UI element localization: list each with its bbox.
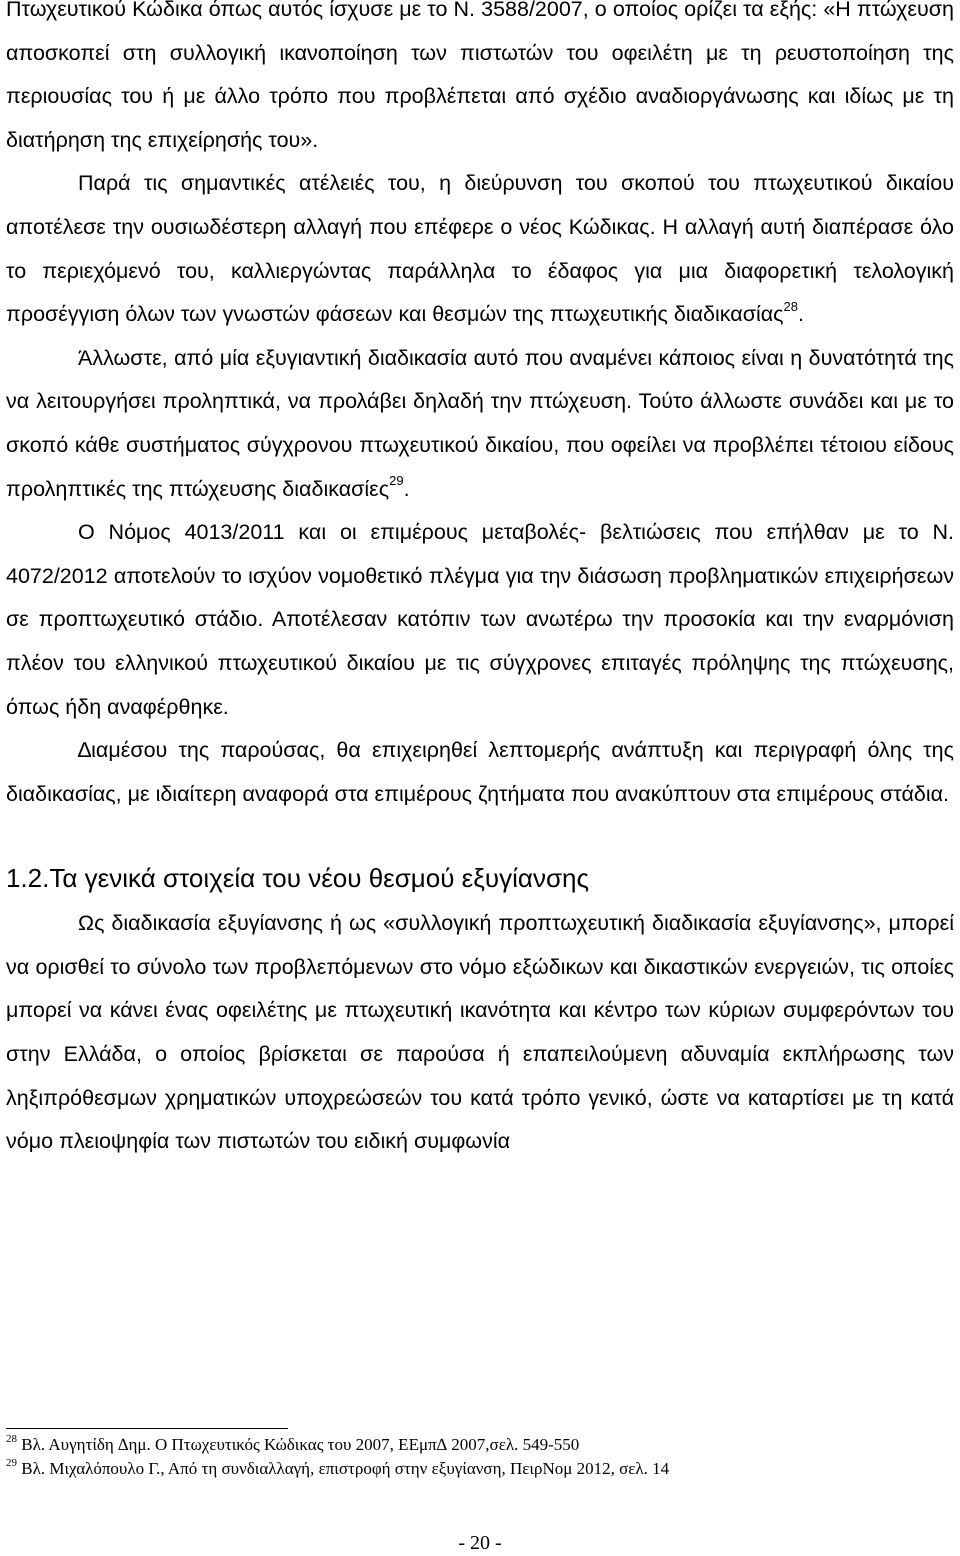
footnotes — [6, 1433, 954, 1481]
footnote-28 — [6, 1433, 954, 1457]
paragraph-preventive — [6, 337, 954, 511]
document-body — [6, 0, 954, 1164]
paragraph-definition: Ως διαδικασία εξυγίανσης ή ως «συλλογική προπτωχευτική διαδικασία εξυγίανσης», μπορεί να ορισθεί το σύνολο των προβλεπόμενων στο νόμο εξώδικων και δικαστικών ενεργειών, τις οποίες μπορεί να κάνει ένας οφειλέτης με πτωχευτική ικανότητα και κέντρο των κύριων συμφερόντων του στην Ελλάδα, ο οποίος βρίσκεται σε παρούσα ή επαπειλούμενη αδυναμία εκπλήρωσης των ληξιπρόθεσμων χρηματικών υποχρεώσεών του κατά τρόπο γενικό, ώστε να καταρτίσει με τη κατά νόμο πλειοψηφία των πιστωτών του ειδική συμφωνία — [6, 911, 954, 1154]
paragraph-bankruptcy-code: Πτωχευτικού Κώδικα όπως αυτός ίσχυσε με το Ν. 3588/2007, ο οποίος ορίζει τα εξής: «Η πτώχευση αποσκοπεί στη συλλογική ικανοποίηση των πιστωτών του οφειλέτη με τη ρευστοποίηση της περιουσίας του ή με άλλο τρόπο που προβλέπεται από σχέδιο αναδιοργάνωσης και ιδίως με τη διατήρηση της επιχείρησής του». — [6, 0, 954, 152]
paragraph-scope-change — [6, 162, 954, 336]
paragraph-text: Παρά τις σημαντικές ατέλειές του, η διεύρυνση του σκοπού του πτωχευτικού δικαίου αποτέλεσε την ουσιωδέστερη αλλαγή που επέφερε ο νέος Κώδικας. Η αλλαγή αυτή διαπέρασε όλο το περιεχόμενό του, καλλιεργώντας παράλληλα το έδαφος για μια διαφορετική τελολογική προσέγγιση όλων των γνωστών φάσεων και θεσμών της πτωχευτικής διαδικασίας — [6, 171, 954, 327]
footnote-number: 28 — [6, 1433, 17, 1446]
footnote-number: 29 — [6, 1457, 17, 1470]
footnote-text: Βλ. Αυγητίδη ∆ημ. Ο Πτωχευτικός Κώδικας του 2007, ΕΕμπ∆ 2007,σελ. 549-550 — [17, 1435, 580, 1454]
paragraph-end: . — [798, 302, 804, 327]
footnote-ref-29[interactable]: 29 — [389, 473, 404, 489]
paragraph-purpose: ∆ιαμέσου της παρούσας, θα επιχειρηθεί λεπτομερής ανάπτυξη και περιγραφή όλης της διαδικασίας, με ιδιαίτερη αναφορά στα επιμέρους ζητήματα που ανακύπτουν στα επιμέρους στάδια. — [6, 738, 954, 806]
footnote-text: Βλ. Μιχαλόπουλο Γ., Από τη συνδιαλλαγή, επιστροφή στην εξυγίανση, ΠειρΝομ 2012, σελ. 14 — [17, 1459, 670, 1478]
footnote-29 — [6, 1457, 954, 1481]
page-number: - 20 - — [458, 1532, 502, 1554]
footnote-ref-28[interactable]: 28 — [783, 299, 798, 314]
paragraph-text: Άλλωστε, από μία εξυγιαντική διαδικασία αυτό που αναμένει κάποιος είναι η δυνατότητά της να λειτουργήσει προληπτικά, να προλάβει δηλαδή την πτώχευση. Τούτο άλλωστε συνάδει και με το σκοπό κάθε συστήματος σύγχρονου πτωχευτικού δικαίου, που οφείλει να προβλέπει τέτοιου είδους προληπτικές της πτώχευσης διαδικασίες — [6, 345, 954, 501]
paragraph-law-4013: Ο Νόμος 4013/2011 και οι επιμέρους μεταβολές- βελτιώσεις που επήλθαν με το Ν. 4072/2012 αποτελούν το ισχύον νομοθετικό πλέγμα για την διάσωση προβληματικών επιχειρήσεων σε προπτωχευτικό στάδιο. Αποτέλεσαν κατόπιν των ανωτέρω την προσοκία και την εναρμόνιση πλέον του ελληνικού πτωχευτικού δικαίου με τις σύγχρονες επιταγές πρόληψης της πτώχευσης, όπως ήδη αναφέρθηκε. — [6, 520, 954, 719]
section-heading: 1.2.Τα γενικά στοιχεία του νέου θεσμού εξυγίανσης — [6, 863, 589, 894]
footnote-divider — [6, 1428, 288, 1429]
paragraph-end: . — [403, 476, 410, 501]
